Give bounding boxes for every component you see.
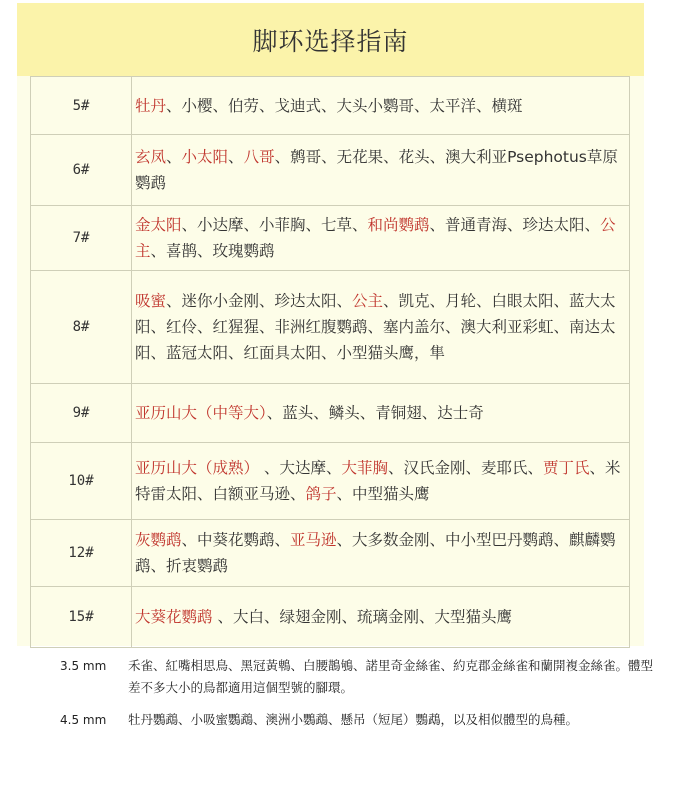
title-bar (17, 3, 644, 76)
note-size: 3.5 mm (60, 659, 107, 673)
species-highlight: 亚历山大（中等大） (135, 404, 267, 422)
species-text: 、 (228, 148, 244, 166)
note-item (60, 655, 660, 699)
note-text: 禾雀、紅嘴相思鳥、黑冠黃鵯、白腰鵲鴝、諾里奇金絲雀、約克郡金絲雀和蘭開複金絲雀。體型差不多大小的鳥都適用這個型號的腳環。 (128, 658, 654, 695)
table-row (30, 520, 630, 587)
species-highlight: 亚马逊 (290, 531, 337, 549)
species-list (132, 271, 629, 383)
species-text: 、喜鹊、玫瑰鹦鹉 (150, 242, 275, 260)
page-title: 脚环选择指南 (252, 26, 409, 56)
species-highlight: 小太阳 (181, 148, 229, 166)
species-list (132, 77, 629, 134)
species-text: 、迷你小金刚、珍达太阳、 (166, 292, 353, 310)
species-highlight: 公主 (135, 216, 616, 260)
table-row (30, 271, 630, 384)
species-text: 、鹩哥、无花果、花头、澳大利亚Psephotus草原鹦鹉 (135, 148, 618, 192)
species-highlight: 大葵花鹦鹉 (135, 608, 213, 626)
table-row (30, 384, 630, 443)
species-text: 、汉氏金刚、麦耶氏、 (387, 459, 543, 477)
guide-card (17, 3, 644, 646)
note-item (60, 709, 660, 731)
note-text: 牡丹鸚鵡、小吸蜜鸚鵡、澳洲小鸚鵡、懸吊（短尾）鸚鵡，以及相似體型的鳥種。 (128, 712, 579, 727)
species-text: 、米特雷太阳、白额亚马逊、 (135, 459, 621, 503)
ring-size: 7# (31, 206, 132, 270)
notes-section (60, 655, 660, 741)
note-size: 4.5 mm (60, 713, 107, 727)
species-highlight: 牡丹 (135, 96, 167, 115)
species-list (132, 443, 629, 519)
species-highlight: 灰鹦鹉 (135, 531, 182, 549)
species-text: 、凯克、月轮、白眼太阳、蓝大太阳、红伶、红猩猩、非洲红腹鹦鹉、塞内盖尔、澳大利亚彩虹、南达太阳、蓝冠太阳、红面具太阳、小型猫头鹰，隼 (135, 292, 616, 362)
ring-size: 6# (31, 135, 132, 205)
size-table (30, 76, 630, 648)
ring-size: 5# (31, 77, 132, 134)
species-text: 、大白、绿翅金刚、琉璃金刚、大型猫头鹰 (212, 608, 512, 626)
species-text: 、大达摩、 (259, 459, 342, 477)
ring-size: 8# (31, 271, 132, 383)
table-row (30, 587, 630, 648)
ring-size: 10# (31, 443, 132, 519)
species-text: 、蓝头、鳞头、青铜翅、达士奇 (266, 404, 484, 422)
species-highlight: 和尚鹦鹉 (367, 216, 430, 234)
species-highlight: 亚历山大（成熟） (135, 459, 260, 477)
table-row (30, 135, 630, 206)
species-highlight: 大菲胸 (341, 459, 388, 477)
species-highlight: 鸽子 (305, 485, 337, 503)
species-list (132, 135, 629, 205)
ring-size: 15# (31, 587, 132, 647)
species-highlight: 吸蜜 (135, 292, 167, 310)
table-row (30, 443, 630, 520)
species-text: 、小达摩、小菲胸、七草、 (181, 216, 368, 234)
species-text: 、中葵花鹦鹉、 (181, 531, 291, 549)
table-row (30, 77, 630, 135)
species-highlight: 公主 (352, 292, 384, 310)
species-highlight: 玄凤 (135, 148, 167, 166)
species-text: 、普通青海、珍达太阳、 (429, 216, 601, 234)
species-highlight: 贾丁氏 (542, 459, 590, 477)
species-text: 、小樱、伯劳、戈迪式、大头小鹦哥、太平洋、横斑 (166, 96, 523, 115)
species-text: 、大多数金刚、中小型巴丹鹦鹉、麒麟鹦鹉、折衷鹦鹉 (135, 531, 616, 575)
species-highlight: 八哥 (243, 148, 275, 166)
ring-size: 9# (31, 384, 132, 442)
species-text: 、 (166, 148, 182, 166)
species-list (132, 587, 629, 647)
species-list (132, 384, 629, 442)
ring-size: 12# (31, 520, 132, 586)
species-text: 、中型猫头鹰 (336, 485, 430, 503)
species-list (132, 520, 629, 586)
species-highlight: 金太阳 (135, 216, 182, 234)
table-row (30, 206, 630, 271)
species-list (132, 206, 629, 270)
